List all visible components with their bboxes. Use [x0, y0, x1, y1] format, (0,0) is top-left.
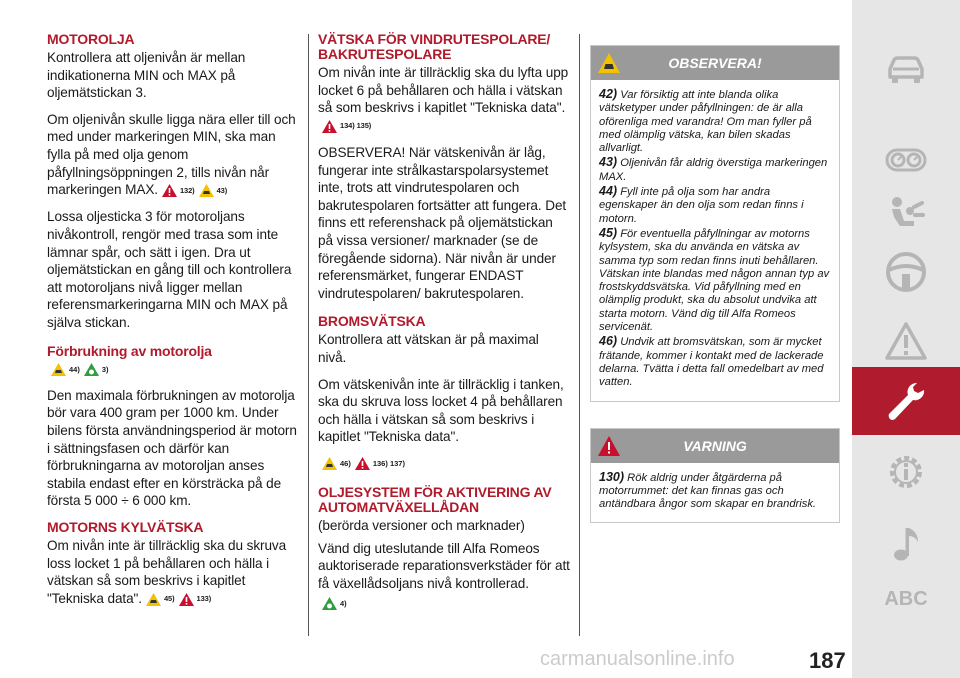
wrench-icon: [884, 379, 928, 423]
paragraph: (berörda versioner och marknader): [318, 518, 525, 534]
note-item: [599, 227, 830, 334]
sidebar-item-emergency[interactable]: [852, 310, 960, 374]
ref-number: 4): [340, 598, 347, 608]
paragraph: [47, 111, 299, 200]
heading-kylvatska: MOTORNS KYLVÄTSKA: [47, 518, 204, 535]
ref-number: 134) 135): [340, 121, 372, 131]
heading-motorolja: MOTOROLJA: [47, 31, 135, 47]
paragraph: OBSERVERA! När vätskenivån är låg, fungerar inte strålkastarspolarsystemet inte, trots att vindrutespolaren och bakrutespolaren fortsätter att fungera. Det finns ett referenshack på oljemätstickan på vissa versioner/ marknader (se de föregående sidorna). När nivån är under referensmärket, fungerar ENDAST vindrutespolaren/ bakrutespolaren.: [318, 144, 567, 301]
warning-yellow-icon: [321, 456, 338, 471]
observera-header: [591, 46, 839, 80]
environment-green-icon: [321, 596, 338, 611]
varning-box: [590, 428, 840, 524]
dashboard-icon: [884, 138, 928, 182]
note-text: Rök aldrig under åtgärderna på motorrummet: det kan finnas gas och antändbara ångor som skapar en brandrisk.: [599, 471, 817, 511]
sidebar-item-car[interactable]: [852, 37, 960, 101]
warning-yellow-icon: [198, 183, 215, 198]
observera-box: [590, 45, 840, 402]
paragraph: Kontrollera att oljenivån är mellan indikationerna MIN och MAX på oljemätstickan 3.: [47, 50, 246, 101]
sidebar-item-index[interactable]: ABC: [884, 588, 928, 610]
paragraph: Vänd dig uteslutande till Alfa Romeos auktoriserade reparationsverkstäder för att få växellådsoljans nivå kontrollerad.: [318, 540, 570, 591]
note-text: Undvik att bromsvätskan, som är mycket frätande, kommer i kontakt med de lackerade delarna. Tvätta i detta fall omedelbart av med vatten.: [599, 336, 824, 389]
warning-yellow-icon: [50, 362, 67, 377]
music-note-icon: [884, 522, 928, 566]
paragraph-text: Om oljenivån skulle ligga nära eller till och med under markeringen MIN, ska man fylla på med olja genom påfyllningsöppningen 2, tills nivån når markeringen MAX.: [47, 111, 296, 198]
paragraph: Den maximala förbrukningen av motorolja bör vara 400 gram per 1000 km. Under bilens första användningsperiod är motorn i sättningsfasen och därför kan förbrukningarna av motoroljan anses stabila endast efter en körsträcka på de första 5 000 ÷ 6 000 km.: [47, 387, 297, 509]
note-number: 42): [599, 87, 618, 101]
sidebar-item-maintenance[interactable]: [852, 367, 960, 435]
heading-bromsvatska: BROMSVÄTSKA: [318, 313, 426, 330]
note-item: [599, 88, 830, 155]
paragraph-text: Om nivån inte är tillräcklig ska du lyfta upp locket 6 på behållaren och hälla i vätskan så som beskrivs i kapitlet "Tekniska data".: [318, 65, 569, 116]
heading-forbrukning: Förbrukning av motorolja: [47, 342, 212, 359]
note-number: 130): [599, 469, 625, 484]
ref-number: 45): [163, 594, 175, 604]
note-number: 44): [599, 184, 618, 199]
ref-number: 133): [196, 594, 212, 604]
watermark: carmanualsonline.info: [540, 648, 735, 670]
warning-yellow-icon: [145, 592, 162, 607]
note-text: Fyll inte på olja som har andra egenskaper än den olja som redan finns i motorn.: [599, 186, 804, 225]
varning-header: [591, 429, 839, 463]
paragraph: Lossa oljesticka 3 för motoroljans nivåkontroll, rengör med trasa som inte lämnar spår, och sätt i igen. Dra ut oljemätstickan en gång till och kontrollera att motoroljans nivå ligger mellan referensmarkeringarna MIN och MAX på själva stickan.: [47, 209, 292, 330]
paragraph: [47, 537, 299, 608]
column-divider: [308, 34, 309, 636]
sidebar-item-safety[interactable]: [852, 183, 960, 247]
varning-body: [591, 463, 839, 523]
note-item: [599, 185, 830, 226]
note-text: Var försiktig att inte blanda olika vätsketyper under påfyllningen: de är alla oförenliga med varandra! Om man fyller på med olämplig vätska, kan bilen skadas allvarligt.: [599, 89, 812, 155]
ref-number: 136) 137): [372, 458, 405, 468]
steering-wheel-icon: [884, 250, 928, 294]
observera-title: OBSERVERA!: [668, 55, 762, 71]
observera-body: [591, 80, 839, 401]
sidebar-item-multimedia[interactable]: [852, 512, 960, 576]
car-icon: [884, 47, 928, 91]
paragraph-text: Om nivån inte är tillräcklig ska du skruva loss locket 1 på behållaren och hälla i vätskan så som beskrivs i kapitlet "Tekniska data".: [47, 537, 287, 606]
paragraph: Kontrollera att vätskan är på maximal nivå.: [318, 332, 539, 365]
warning-red-icon: [321, 119, 338, 134]
warning-triangle-icon: [884, 320, 928, 364]
heading-spolarvatska: VÄTSKA FÖR VINDRUTESPOLARE/ BAKRUTESPOLARE: [318, 31, 551, 62]
environment-green-icon: [83, 362, 100, 377]
airbag-person-icon: [884, 193, 928, 237]
ref-line: [318, 595, 570, 613]
ref-number: 46): [340, 458, 351, 468]
chapter-sidebar: [852, 0, 960, 678]
ref-number: 43): [216, 185, 228, 195]
column-1: [47, 32, 299, 617]
ref-number: 132): [179, 185, 195, 195]
warning-red-icon: [161, 183, 178, 198]
note-number: 46): [599, 334, 618, 349]
page-number: 187: [809, 648, 846, 673]
ref-line: [47, 361, 299, 379]
sidebar-item-technical[interactable]: [852, 440, 960, 504]
varning-title: VARNING: [683, 437, 747, 454]
note-number: 45): [599, 225, 618, 240]
heading-oljesystem: OLJESYSTEM FÖR AKTIVERING AV AUTOMATVÄXELLÅDAN: [318, 484, 552, 516]
note-item: [599, 156, 830, 184]
note-item: [599, 335, 830, 389]
warning-red-icon: [178, 592, 195, 607]
note-text: Oljenivån får aldrig överstiga markeringen MAX.: [599, 157, 828, 183]
paragraph: Om vätskenivån inte är tillräcklig i tanken, ska du skruva loss locket 4 på behållaren och hälla i vätskan så som beskrivs i kapitlet "Tekniska data".: [318, 376, 564, 445]
ref-number: 44): [69, 364, 80, 374]
note-text: För eventuella påfyllningar av motorns kylsystem, ska du använda en vätska av samma typ som redan finns inuti behållaren. Vätskan inte blandas med någon annan typ av frostskyddsvätska. Vid påfyllning med en olämplig produkt, ska du absolut undvika att starta motorn. Vänd dig till Alfa Romeos servicenät.: [599, 227, 830, 334]
paragraph: [318, 64, 570, 135]
ref-line: [318, 455, 570, 473]
column-3: [590, 45, 840, 523]
column-divider: [579, 34, 580, 636]
note-item: [599, 471, 830, 512]
warning-red-icon: [354, 456, 371, 471]
ref-number: 3): [101, 364, 109, 374]
note-number: 43): [599, 155, 618, 170]
gear-info-icon: [884, 450, 928, 494]
column-2: [318, 32, 570, 621]
sidebar-item-driving[interactable]: [852, 240, 960, 304]
